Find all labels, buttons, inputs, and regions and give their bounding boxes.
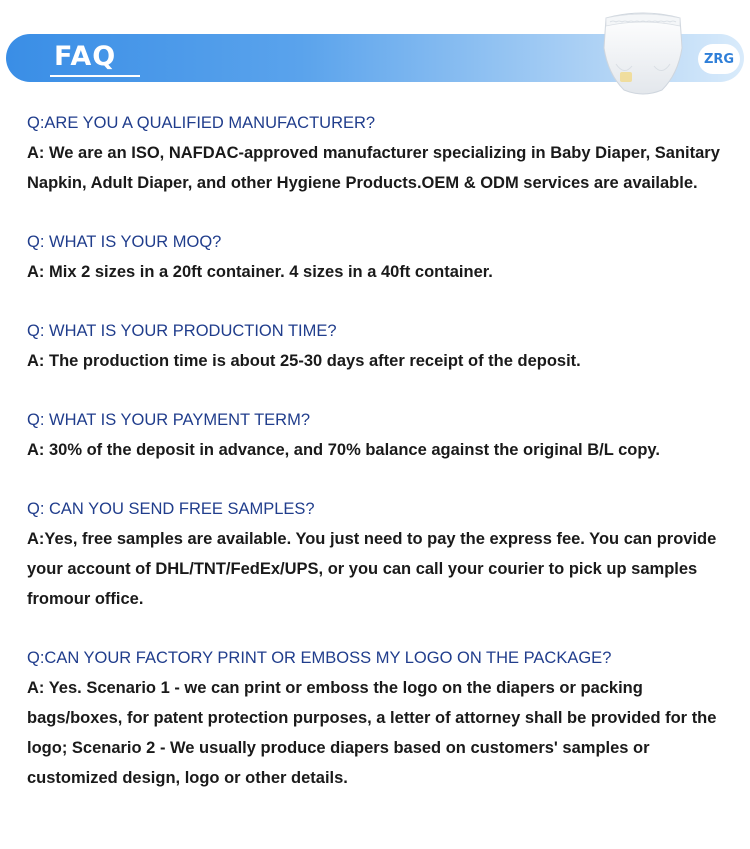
faq-answer: A: 30% of the deposit in advance, and 70% balance against the original B/L copy. (27, 441, 660, 459)
faq-question: Q: WHAT IS YOUR MOQ? (27, 233, 222, 251)
faq-item (27, 108, 733, 198)
faq-question: Q: WHAT IS YOUR PRODUCTION TIME? (27, 322, 337, 340)
faq-item (27, 643, 733, 793)
title-underline (50, 75, 140, 77)
faq-question: Q:ARE YOU A QUALIFIED MANUFACTURER? (27, 114, 376, 132)
faq-answer: A:Yes, free samples are available. You just need to pay the express fee. You can provide your account of DHL/TNT/FedEx/UPS, or you can call your courier to pick up samples fromour office. (27, 530, 717, 608)
faq-list (27, 108, 733, 822)
diaper-pants-image (596, 4, 690, 98)
faq-question: Q:CAN YOUR FACTORY PRINT OR EMBOSS MY LOGO ON THE PACKAGE? (27, 649, 612, 667)
faq-item (27, 494, 733, 614)
faq-item (27, 227, 733, 287)
page-title: FAQ (54, 41, 117, 72)
faq-question: Q: CAN YOU SEND FREE SAMPLES? (27, 500, 315, 518)
faq-item (27, 316, 733, 376)
faq-item (27, 405, 733, 465)
faq-answer: A: We are an ISO, NAFDAC-approved manufacturer specializing in Baby Diaper, Sanitary Napkin, Adult Diaper, and other Hygiene Products.OEM & ODM services are available. (27, 144, 720, 192)
faq-answer: A: Yes. Scenario 1 - we can print or emboss the logo on the diapers or packing bags/boxes, for patent protection purposes, a letter of attorney shall be provided for the logo; Scenario 2 - We usually produce diapers based on customers' samples or customized design, logo or other details. (27, 679, 717, 787)
faq-answer: A: Mix 2 sizes in a 20ft container. 4 sizes in a 40ft container. (27, 263, 493, 281)
faq-answer: A: The production time is about 25-30 days after receipt of the deposit. (27, 352, 581, 370)
zrg-logo: ZRG (698, 44, 740, 74)
faq-question: Q: WHAT IS YOUR PAYMENT TERM? (27, 411, 310, 429)
